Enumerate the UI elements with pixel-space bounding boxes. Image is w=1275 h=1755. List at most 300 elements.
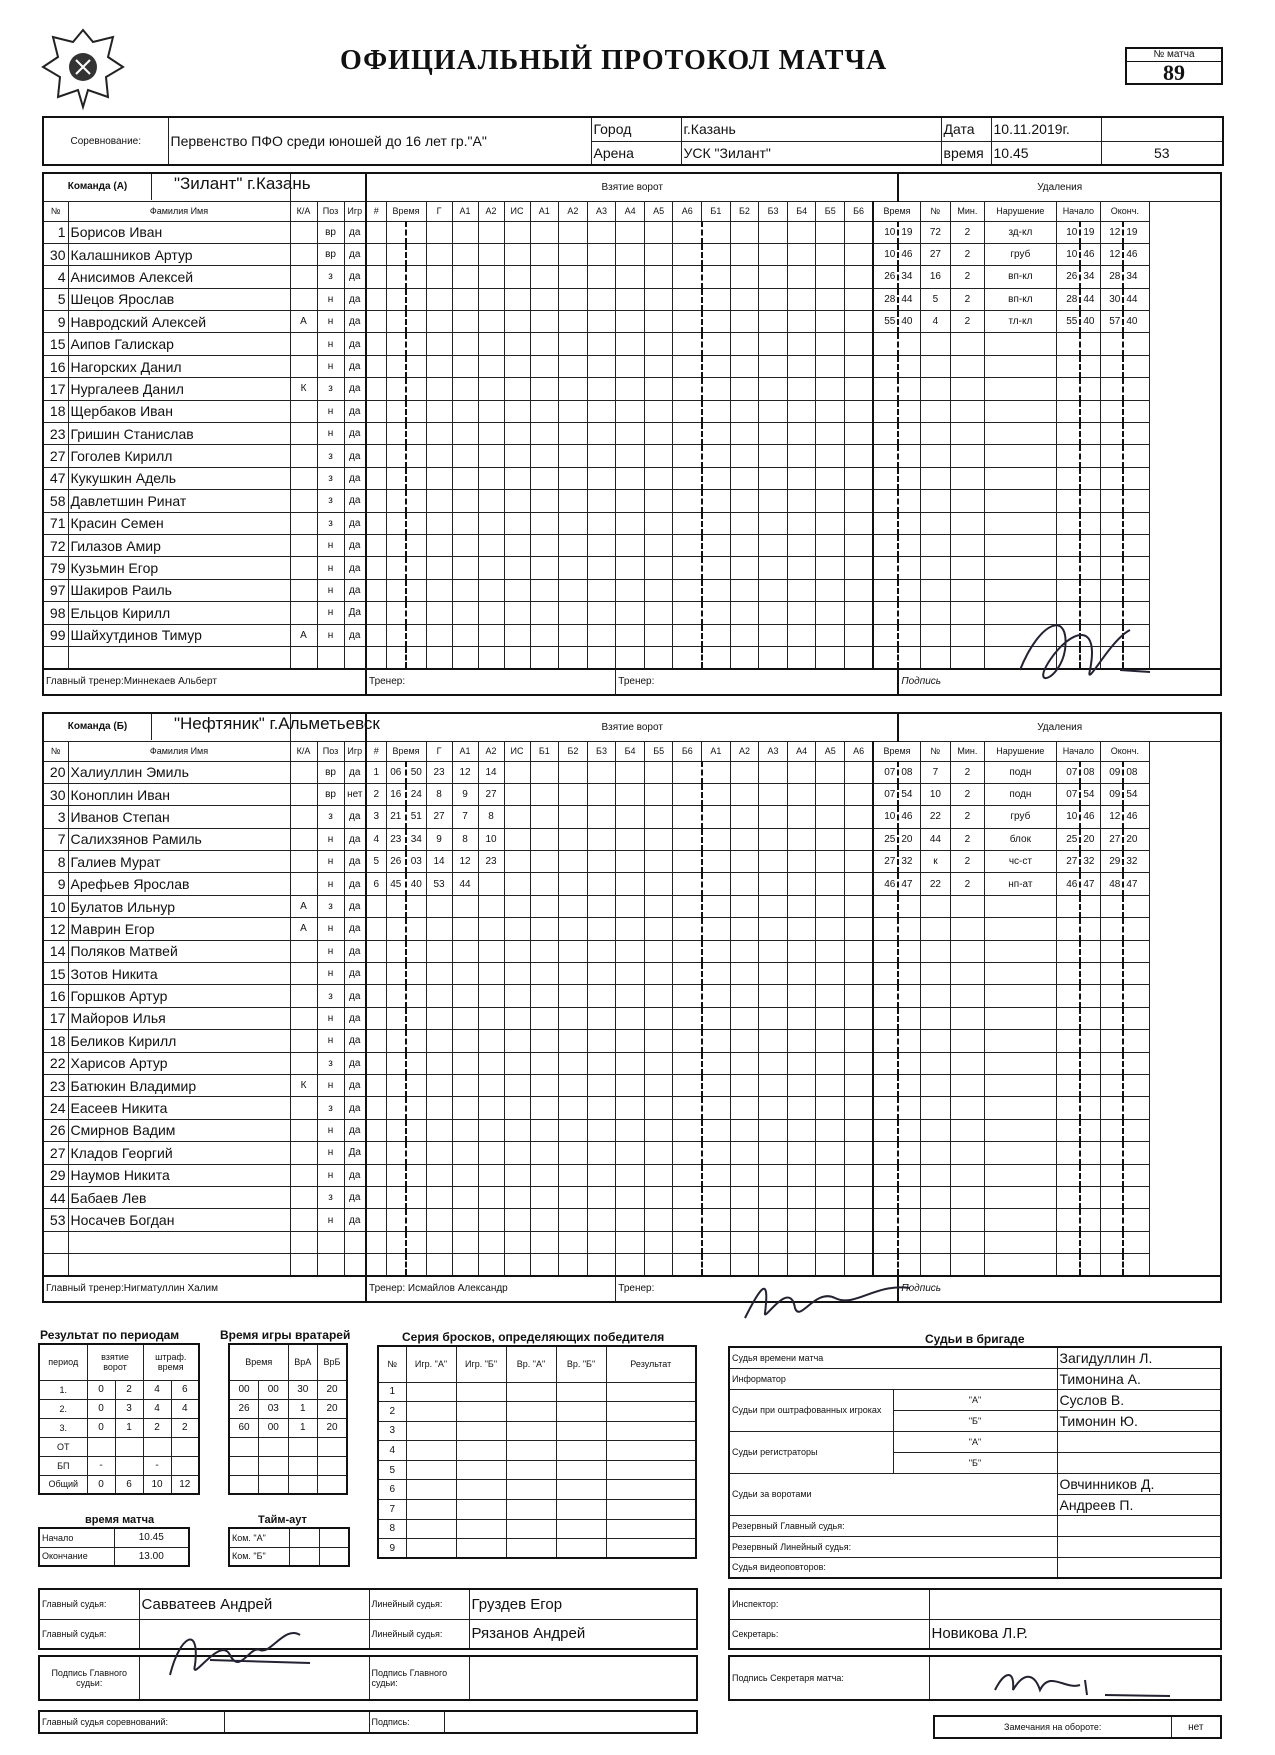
signature-icon xyxy=(735,1268,915,1328)
player-plays: да xyxy=(344,624,366,646)
goal-col-header: Б4 xyxy=(787,201,816,221)
team_b-table xyxy=(42,712,1222,1303)
goal-sec: 34 xyxy=(406,828,426,850)
period-label: 1. xyxy=(39,1380,87,1399)
player-role xyxy=(290,963,317,985)
player-role: К xyxy=(290,1074,317,1096)
team-name: "Нефтяник" г.Альметьевск xyxy=(174,714,380,734)
player-plays: да xyxy=(344,423,366,445)
competition-name: Первенство ПФО среди юношей до 16 лет гр."А" xyxy=(168,117,591,165)
signatures-table xyxy=(38,1655,698,1701)
start-value: 10.45 xyxy=(114,1528,189,1547)
pen-infraction: груб xyxy=(984,806,1056,828)
video-judge-label: Судья видеоповторов: xyxy=(729,1557,1057,1578)
player-name: Борисов Иван xyxy=(68,221,290,243)
goal-col-header: Г xyxy=(426,201,452,221)
player-role: А xyxy=(290,918,317,940)
gk-time-cell: 26 xyxy=(229,1399,259,1418)
goal-col-header: А2 xyxy=(730,741,759,761)
goal-col-header: Б1 xyxy=(530,741,559,761)
player-plays: да xyxy=(344,490,366,512)
gk-time-table xyxy=(228,1343,348,1495)
player-col-header: Фамилия Имя xyxy=(68,741,290,761)
referees-title: Судьи в бригаде xyxy=(925,1332,1025,1346)
informer-value: Тимонина А. xyxy=(1057,1368,1221,1389)
pen-col-header: № xyxy=(920,201,950,221)
penalty-judge-b-tag: "Б" xyxy=(893,1410,1057,1431)
goal-min: 06 xyxy=(386,761,406,783)
goal-col-header: А6 xyxy=(845,741,874,761)
player-position: н xyxy=(317,1164,344,1186)
player-number: 26 xyxy=(43,1119,68,1141)
gk-time-cell: 00 xyxy=(259,1418,289,1437)
player-name: Салихзянов Рамиль xyxy=(68,828,290,850)
pen-start-min: 46 xyxy=(1056,873,1080,895)
goal-scorer: 14 xyxy=(426,851,452,873)
player-role xyxy=(290,1119,317,1141)
player-name: Гришин Станислав xyxy=(68,423,290,445)
player-col-header: № xyxy=(43,741,68,761)
player-number: 10 xyxy=(43,895,68,917)
player-number: 15 xyxy=(43,333,68,355)
timeout-title: Тайм-аут xyxy=(258,1514,307,1526)
pen-end-min: 12 xyxy=(1100,243,1123,265)
player-name: Еасеев Никита xyxy=(68,1097,290,1119)
player-name: Кладов Георгий xyxy=(68,1142,290,1164)
officials-table xyxy=(38,1588,698,1650)
player-number: 5 xyxy=(43,288,68,310)
table-row xyxy=(378,1441,696,1461)
table-row xyxy=(43,557,1221,579)
match-number-box xyxy=(1125,47,1223,85)
gk-time-cell: 1 xyxy=(288,1399,318,1418)
player-number: 98 xyxy=(43,602,68,624)
gk-time-cell xyxy=(288,1437,318,1456)
goal-col-header: Время xyxy=(386,741,426,761)
table-row xyxy=(43,243,1221,265)
goal-assist2: 23 xyxy=(478,851,504,873)
pen-minutes: 2 xyxy=(950,873,984,895)
goal-col-header: ИС xyxy=(504,741,530,761)
pen-infraction: зд-кл xyxy=(984,221,1056,243)
match-time-table xyxy=(38,1527,190,1567)
pen-col-header: Оконч. xyxy=(1100,201,1149,221)
time-judge-label: Судья времени матча xyxy=(729,1347,1057,1368)
table-row xyxy=(43,1052,1221,1074)
gk-time-cell xyxy=(229,1456,259,1475)
table-row xyxy=(229,1475,347,1494)
comp-main-label: Главный судья соревнований: xyxy=(39,1711,224,1733)
player-position: н xyxy=(317,1030,344,1052)
goals-a: 0 xyxy=(87,1399,115,1418)
player-name: Смирнов Вадим xyxy=(68,1119,290,1141)
table-row xyxy=(43,355,1221,377)
player-role: А xyxy=(290,624,317,646)
pen-end-min: 30 xyxy=(1100,288,1123,310)
player-plays: да xyxy=(344,1186,366,1208)
match-time-title: время матча xyxy=(85,1514,155,1526)
pen-minutes: 2 xyxy=(950,806,984,828)
col-gk-b: ВрБ xyxy=(318,1344,348,1380)
registrar-a-tag: "А" xyxy=(893,1431,1057,1452)
player-plays: да xyxy=(344,333,366,355)
notes-table xyxy=(933,1715,1222,1739)
start-label: Начало xyxy=(39,1528,114,1547)
col-period: период xyxy=(39,1344,87,1380)
goal-assist1: 9 xyxy=(452,783,478,805)
team-label: Команда (Б) xyxy=(44,714,152,740)
pen-end-sec: 47 xyxy=(1123,873,1149,895)
player-plays: нет xyxy=(344,783,366,805)
player-name: Зотов Никита xyxy=(68,963,290,985)
player-number: 1 xyxy=(43,221,68,243)
player-plays: да xyxy=(344,467,366,489)
gk-time-cell xyxy=(288,1475,318,1494)
pen-start-sec: 46 xyxy=(1080,243,1100,265)
player-name: Нагорских Данил xyxy=(68,355,290,377)
goal-min: 26 xyxy=(386,851,406,873)
pen-minutes: 2 xyxy=(950,761,984,783)
goal-col-header: Г xyxy=(426,741,452,761)
player-plays: да xyxy=(344,828,366,850)
player-plays: да xyxy=(344,873,366,895)
player-number: 20 xyxy=(43,761,68,783)
line-ref-1-label: Линейный судья: xyxy=(369,1589,469,1619)
player-plays: да xyxy=(344,1097,366,1119)
table-row xyxy=(43,940,1221,962)
pen-end-sec: 19 xyxy=(1123,221,1149,243)
goal-sec: 50 xyxy=(406,761,426,783)
player-role xyxy=(290,534,317,556)
goal-assist1: 8 xyxy=(452,828,478,850)
player-plays: да xyxy=(344,1007,366,1029)
pen-col-header: Нарушение xyxy=(984,741,1056,761)
player-name: Беликов Кирилл xyxy=(68,1030,290,1052)
table-row xyxy=(43,828,1221,850)
sign-label: Подпись: xyxy=(369,1711,444,1733)
shootout-title: Серия бросков, определяющих победителя xyxy=(402,1330,665,1344)
table-row xyxy=(43,378,1221,400)
period-label: ОТ xyxy=(39,1437,87,1456)
pen-min: 46 xyxy=(873,873,898,895)
player-position: н xyxy=(317,602,344,624)
player-role xyxy=(290,985,317,1007)
pen-infraction: нп-ат xyxy=(984,873,1056,895)
gk-time-cell: 00 xyxy=(229,1380,259,1399)
pen-minutes: 2 xyxy=(950,783,984,805)
pen-end-min: 12 xyxy=(1100,221,1123,243)
col-so-result: Результат xyxy=(606,1346,696,1382)
player-position: н xyxy=(317,1142,344,1164)
player-number: 99 xyxy=(43,624,68,646)
player-number: 9 xyxy=(43,311,68,333)
player-role xyxy=(290,579,317,601)
pim-a xyxy=(143,1437,171,1456)
player-name: Горшков Артур xyxy=(68,985,290,1007)
player-name: Харисов Артур xyxy=(68,1052,290,1074)
main-ref-2-label: Главный судья: xyxy=(39,1619,139,1649)
goals-b: 3 xyxy=(115,1399,143,1418)
player-position: з xyxy=(317,806,344,828)
table-row xyxy=(43,1119,1221,1141)
goal-col-header: Б2 xyxy=(730,201,759,221)
pen-end-min: 09 xyxy=(1100,761,1123,783)
col-so-pa: Игр. "А" xyxy=(406,1346,456,1382)
pen-sec: 20 xyxy=(898,828,920,850)
goal-col-header: А3 xyxy=(587,201,616,221)
goals-a: - xyxy=(87,1456,115,1475)
page-title: ОФИЦИАЛЬНЫЙ ПРОТОКОЛ МАТЧА xyxy=(340,45,888,76)
table-row xyxy=(43,423,1221,445)
table-row xyxy=(43,1254,1221,1276)
player-plays: да xyxy=(344,266,366,288)
player-position: вр xyxy=(317,221,344,243)
notes-label: Замечания на обороте: xyxy=(934,1716,1171,1738)
player-plays: да xyxy=(344,243,366,265)
player-name: Бабаев Лев xyxy=(68,1186,290,1208)
player-role xyxy=(290,221,317,243)
pen-end-sec: 44 xyxy=(1123,288,1149,310)
player-position: н xyxy=(317,828,344,850)
player-number: 14 xyxy=(43,940,68,962)
table-row xyxy=(43,1209,1221,1231)
table-row xyxy=(229,1418,347,1437)
goal-sec: 51 xyxy=(406,806,426,828)
player-position: н xyxy=(317,918,344,940)
player-role xyxy=(290,1007,317,1029)
player-plays: да xyxy=(344,761,366,783)
table-row xyxy=(378,1539,696,1559)
pen-player: 27 xyxy=(920,243,950,265)
player-plays: да xyxy=(344,1209,366,1231)
period-label: БП xyxy=(39,1456,87,1475)
pen-infraction: подн xyxy=(984,761,1056,783)
table-row xyxy=(43,400,1221,422)
goals-b: 6 xyxy=(115,1475,143,1494)
player-number: 53 xyxy=(43,1209,68,1231)
table-row xyxy=(43,1030,1221,1052)
pen-end-min: 29 xyxy=(1100,851,1123,873)
gk-time-cell xyxy=(229,1475,259,1494)
player-name: Ельцов Кирилл xyxy=(68,602,290,624)
date-label: Дата xyxy=(941,117,991,141)
pen-sec: 46 xyxy=(898,806,920,828)
goal-col-header: Б2 xyxy=(559,741,588,761)
trener2-label: Тренер: xyxy=(618,1283,655,1295)
table-row xyxy=(39,1475,199,1494)
goal-min: 23 xyxy=(386,828,406,850)
player-role xyxy=(290,400,317,422)
pen-player: 5 xyxy=(920,288,950,310)
goal-col-header: Б4 xyxy=(616,741,645,761)
player-name: Давлетшин Ринат xyxy=(68,490,290,512)
pen-start-sec: 46 xyxy=(1080,806,1100,828)
registrar-b-tag: "Б" xyxy=(893,1452,1057,1473)
table-row xyxy=(43,1231,1221,1253)
pen-player: 16 xyxy=(920,266,950,288)
goal-col-header: А3 xyxy=(759,741,788,761)
pen-start-min: 10 xyxy=(1056,221,1080,243)
pen-end-sec: 46 xyxy=(1123,243,1149,265)
pen-col-header: Мин. xyxy=(950,741,984,761)
pen-start-sec: 47 xyxy=(1080,873,1100,895)
player-position: н xyxy=(317,940,344,962)
pen-col-header: Начало xyxy=(1056,201,1100,221)
player-name: Нургалеев Данил xyxy=(68,378,290,400)
player-position: н xyxy=(317,1007,344,1029)
goal-col-header: А1 xyxy=(452,201,478,221)
goal-scorer: 53 xyxy=(426,873,452,895)
col-so-no: № xyxy=(378,1346,406,1382)
table-row xyxy=(229,1399,347,1418)
pen-minutes: 2 xyxy=(950,221,984,243)
table-row xyxy=(43,1097,1221,1119)
penalty-judge-b: Тимонин Ю. xyxy=(1057,1410,1221,1431)
player-plays: да xyxy=(344,940,366,962)
player-role xyxy=(290,1052,317,1074)
table-row xyxy=(43,512,1221,534)
player-col-header: Поз xyxy=(317,201,344,221)
gk-time-cell xyxy=(318,1437,348,1456)
player-position: н xyxy=(317,873,344,895)
time-value: 10.45 xyxy=(991,141,1101,165)
pen-min: 10 xyxy=(873,806,898,828)
gk-time-cell: 20 xyxy=(318,1399,348,1418)
table-row xyxy=(39,1399,199,1418)
sign-main-label: Подпись Главного судьи: xyxy=(39,1656,139,1700)
table-row xyxy=(43,1186,1221,1208)
player-name: Арефьев Ярослав xyxy=(68,873,290,895)
player-plays: да xyxy=(344,1052,366,1074)
goal-sec: 24 xyxy=(406,783,426,805)
goal-col-header: А1 xyxy=(702,741,731,761)
player-name: Навродский Алексей xyxy=(68,311,290,333)
pen-player: 22 xyxy=(920,873,950,895)
table-row xyxy=(43,985,1221,1007)
pen-start-min: 26 xyxy=(1056,266,1080,288)
player-position: з xyxy=(317,1097,344,1119)
goal-judge-1: Овчинников Д. xyxy=(1057,1473,1221,1494)
pen-start-min: 10 xyxy=(1056,243,1080,265)
pen-col-header: Нарушение xyxy=(984,201,1056,221)
table-row xyxy=(378,1421,696,1441)
player-plays: да xyxy=(344,895,366,917)
player-name: Шайхутдинов Тимур xyxy=(68,624,290,646)
player-position: н xyxy=(317,963,344,985)
results-title: Результат по периодам xyxy=(40,1328,180,1342)
table-row xyxy=(43,467,1221,489)
player-position: н xyxy=(317,423,344,445)
match-number-label: № матча xyxy=(1127,49,1221,62)
pen-start-sec: 34 xyxy=(1080,266,1100,288)
coach-label: Главный тренер: xyxy=(46,676,124,688)
gk-time-cell xyxy=(318,1456,348,1475)
player-role xyxy=(290,288,317,310)
goals-a xyxy=(87,1437,115,1456)
team-b-section xyxy=(42,712,1222,1303)
city-label: Город xyxy=(591,117,681,141)
penalties-header: Удаления xyxy=(898,713,1221,741)
player-position: н xyxy=(317,1119,344,1141)
goal-col-header: А2 xyxy=(478,201,504,221)
player-plays: да xyxy=(344,400,366,422)
pen-start-sec: 32 xyxy=(1080,851,1100,873)
player-plays: да xyxy=(344,985,366,1007)
table-row xyxy=(43,1164,1221,1186)
player-name: Майоров Илья xyxy=(68,1007,290,1029)
trener-label: Тренер: xyxy=(369,1283,406,1295)
goal-number: 6 xyxy=(366,873,386,895)
gk-time-cell: 03 xyxy=(259,1399,289,1418)
pen-infraction: чс-ст xyxy=(984,851,1056,873)
player-name: Носачев Богдан xyxy=(68,1209,290,1231)
pen-end-sec: 34 xyxy=(1123,266,1149,288)
shootout-table xyxy=(377,1345,697,1559)
pen-start-sec: 08 xyxy=(1080,761,1100,783)
registrar-label: Судьи регистраторы xyxy=(729,1431,893,1473)
player-role xyxy=(290,266,317,288)
competition-ref-table xyxy=(38,1710,698,1734)
player-position: н xyxy=(317,624,344,646)
goals-b xyxy=(115,1456,143,1475)
player-position: з xyxy=(317,985,344,1007)
table-row xyxy=(43,963,1221,985)
pen-col-header: № xyxy=(920,741,950,761)
pen-start-sec: 19 xyxy=(1080,221,1100,243)
goal-judge-2: Андреев П. xyxy=(1057,1494,1221,1515)
gk-time-cell: 1 xyxy=(288,1418,318,1437)
player-number: 30 xyxy=(43,243,68,265)
pen-min: 27 xyxy=(873,851,898,873)
pen-infraction: блок xyxy=(984,828,1056,850)
player-name: Галиев Мурат xyxy=(68,851,290,873)
goal-scorer: 27 xyxy=(426,806,452,828)
table-row xyxy=(43,806,1221,828)
col-gk-time: Время xyxy=(229,1344,288,1380)
player-plays: да xyxy=(344,918,366,940)
player-role: А xyxy=(290,895,317,917)
team-name: "Зилант" г.Казань xyxy=(174,174,311,194)
pen-end-min: 09 xyxy=(1100,783,1123,805)
player-name: Булатов Ильнур xyxy=(68,895,290,917)
col-so-gb: Вр. "Б" xyxy=(556,1346,606,1382)
player-role xyxy=(290,557,317,579)
gk-time-cell xyxy=(229,1437,259,1456)
goal-col-header: Б6 xyxy=(673,741,702,761)
pen-min: 10 xyxy=(873,221,898,243)
goals-header: Взятие ворот xyxy=(366,713,898,741)
pen-start-sec: 20 xyxy=(1080,828,1100,850)
goal-col-header: А5 xyxy=(644,201,673,221)
player-col-header: № xyxy=(43,201,68,221)
goal-min: 21 xyxy=(386,806,406,828)
player-name: Халиуллин Эмиль xyxy=(68,761,290,783)
pen-minutes: 2 xyxy=(950,266,984,288)
pen-sec: 54 xyxy=(898,783,920,805)
table-row xyxy=(378,1519,696,1539)
pen-start-min: 28 xyxy=(1056,288,1080,310)
shootout-number: 7 xyxy=(378,1500,406,1520)
table-row xyxy=(229,1380,347,1399)
pen-min: 10 xyxy=(873,243,898,265)
pim-b: 6 xyxy=(171,1380,199,1399)
inspector-label: Инспектор: xyxy=(729,1589,929,1619)
player-position: н xyxy=(317,311,344,333)
gk-time-cell xyxy=(318,1475,348,1494)
pim-a: - xyxy=(143,1456,171,1475)
player-plays: да xyxy=(344,1164,366,1186)
player-plays: да xyxy=(344,557,366,579)
